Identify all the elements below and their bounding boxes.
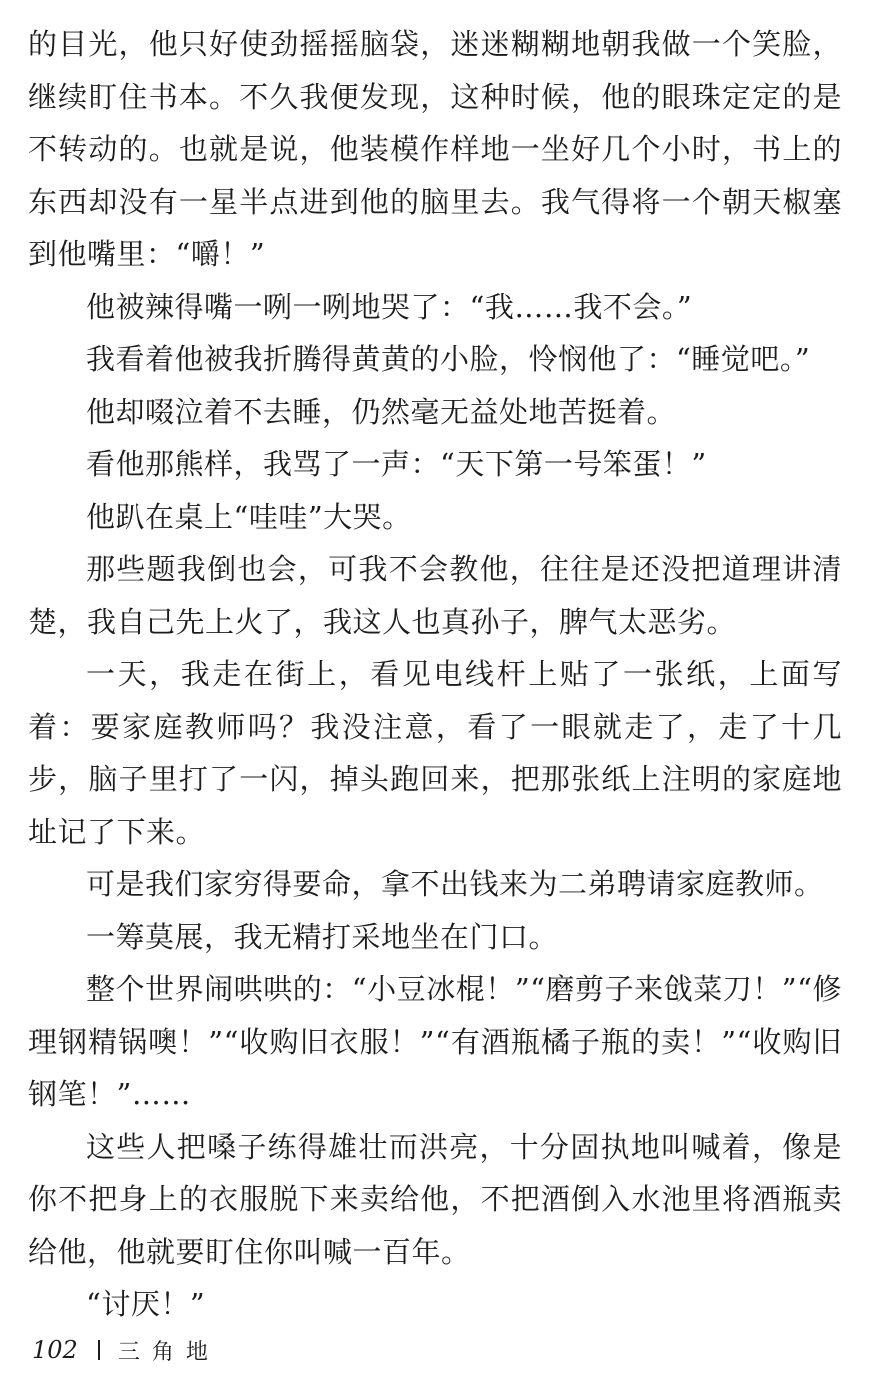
paragraph: 的目光，他只好使劲摇摇脑袋，迷迷糊糊地朝我做一个笑脸，继续盯住书本。不久我便发现，这种时候，他的眼珠定定的是不转动的。也就是说，他装模作样地一坐好几个小时，书上的东西却没有一星半点进到他的脑里去。我气得将一个朝天椒塞到他嘴里：“嚼！” — [28, 27, 842, 271]
paragraph: 整个世界闹哄哄的：“小豆冰棍！”“磨剪子来戗菜刀！”“修理钢精锅噢！”“收购旧衣服！”“有酒瓶橘子瓶的卖！”“收购旧钢笔！”…… — [28, 972, 842, 1111]
body-text — [28, 18, 842, 1331]
book-title: 三角地 — [117, 1339, 220, 1365]
paragraph: 看他那熊样，我骂了一声：“天下第一号笨蛋！” — [86, 447, 707, 481]
paragraph: 那些题我倒也会，可我不会教他，往往是还没把道理讲清楚，我自己先上火了，我这人也真孙子，脾气太恶劣。 — [28, 552, 842, 639]
page-number: 102 — [32, 1336, 78, 1364]
paragraph: 一筹莫展，我无精打采地坐在门口。 — [86, 919, 559, 954]
paragraph: 一天，我走在街上，看见电线杆上贴了一张纸，上面写着：要家庭教师吗？我没注意，看了一眼就走了，走了十几步，脑子里打了一闪，掉头跑回来，把那张纸上注明的家庭地址记了下来。 — [28, 657, 842, 849]
paragraph: 他趴在桌上“哇哇”大哭。 — [86, 499, 412, 534]
paragraph: 他被辣得嘴一咧一咧地哭了：“我……我不会。” — [86, 289, 693, 324]
paragraph: 这些人把嗓子练得雄壮而洪亮，十分固执地叫喊着，像是你不把身上的衣服脱下来卖给他，不把酒倒入水池里将酒瓶卖给他，他就要盯住你叫喊一百年。 — [28, 1129, 842, 1269]
paragraph: 我看着他被我折腾得黄黄的小脸，怜悯他了：“睡觉吧。” — [86, 342, 811, 376]
footer-divider — [98, 1340, 100, 1360]
page-footer — [32, 1330, 220, 1370]
paragraph: 可是我们家穷得要命，拿不出钱来为二弟聘请家庭教师。 — [86, 867, 824, 901]
paragraph: 他却啜泣着不去睡，仍然毫无益处地苦挺着。 — [86, 394, 677, 429]
paragraph: “讨厌！” — [86, 1287, 206, 1321]
